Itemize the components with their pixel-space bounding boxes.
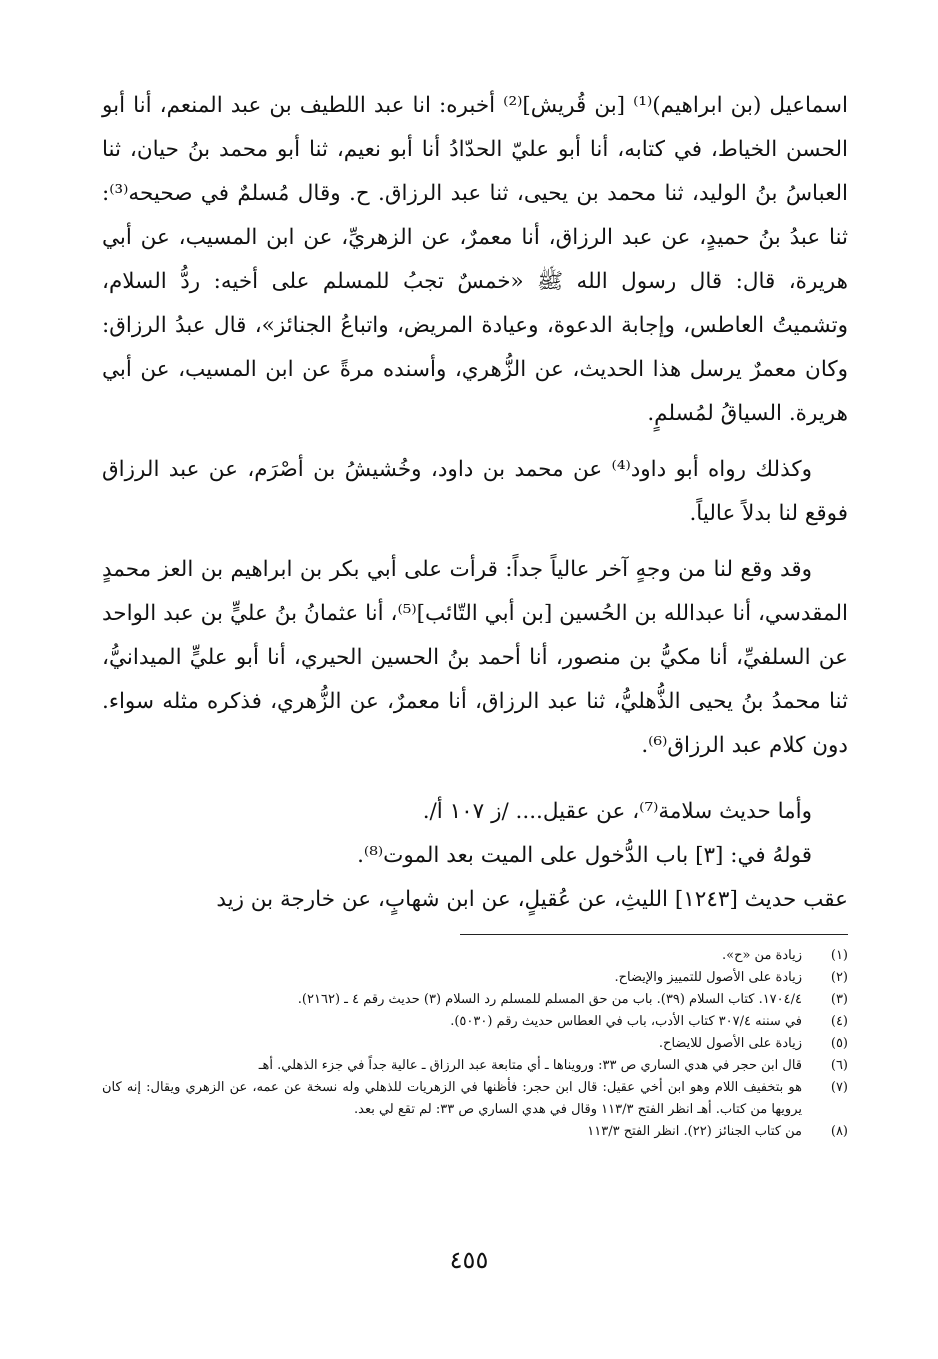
paragraph-chapter-heading: قولهُ في: [٣] باب الدُّخول على الميت بعد الموت⁽⁸⁾. [357, 843, 812, 868]
page [102, 84, 848, 1143]
footnote-item [102, 1077, 848, 1121]
footnote-text: من كتاب الجنائز (٢٢). انظر الفتح ١١٣/٣ [587, 1124, 802, 1139]
page-number: ٤٥٥ [449, 1246, 489, 1274]
footnotes-list [102, 945, 848, 1143]
footnote-text: زيادة على الأصول للتمييز والإيضاح. [614, 970, 802, 985]
footnote-number: (٨) [830, 1124, 848, 1139]
footnote-text: ١٧٠٤/٤. كتاب السلام (٣٩). باب من حق المسلم للمسلم رد السلام (٣) حديث رقم ٤ ـ (٢١٦٢). [297, 992, 802, 1007]
footnote-text: في سننه ٣٠٧/٤ كتاب الأدب، باب في العطاس حديث رقم (٥٠٣٠). [450, 1014, 802, 1029]
footnote-number: (٧) [830, 1080, 848, 1095]
footnote-text: زيادة من «ح». [721, 948, 802, 963]
footnote-item [102, 1011, 848, 1033]
footnote-text: قال ابن حجر في هدي الساري ص ٣٣: ورويناها ـ أي متابعة عبد الرزاق ـ عالية جداً في جزء الذهلي. أهـ [258, 1058, 802, 1073]
paragraph-hadith-1243: عقب حديث [١٢٤٣] الليثِ، عن عُقيلٍ، عن ابن شهابٍ، عن خارجة بن زيد [216, 887, 848, 912]
footnote-item [102, 945, 848, 967]
footnote-item [102, 1033, 848, 1055]
paragraph-salama: وأما حديث سلامة⁽⁷⁾، عن عقيل.... /ز ١٠٧ أ/. [422, 799, 812, 824]
footnote-number: (٣) [830, 992, 848, 1007]
paragraph-isnad: اسماعيل (بن ابراهيم)⁽¹⁾ [بن قُريش]⁽²⁾ أخبره: انا عبد اللطيف بن عبد المنعم، أنا أبو الحسن الخياط، في كتابه، أنا أبو عليّ الحدّادُ أنا أبو نعيم، ثنا أبو محمد بنُ حيان، ثنا العباسُ بنُ الوليد، ثنا محمد بن يحيى، ثنا عبد الرزاق. ح. وقال مُسلمٌ في صحيحه⁽³⁾: ثنا عبدُ بنُ حميدٍ، عن عبد الرزاق، أنا معمرٌ، عن الزهريِّ، عن ابن المسيب، عن أبي هريرة، قال: قال رسول الله ﷺ «خمسٌ تجبُ للمسلم على أخيه: ردُّ السلام، وتشميتُ العاطس، وإجابة الدعوة، وعيادة المريض، واتباعُ الجنائز»، قال عبدُ الرزاق: وكان معمرٌ يرسل هذا الحديث، عن الزُّهري، وأسنده مرةً عن ابن المسيب، عن أبي هريرة. السياقُ لمُسلمٍ. [102, 93, 848, 426]
footnote-separator [460, 934, 848, 935]
footnote-item [102, 989, 848, 1011]
paragraph-another-route: وقد وقع لنا من وجهٍ آخر عالياً جداً: قرأت على أبي بكر بن ابراهيم بن العز محمدٍ المقدسي، أنا عبدالله بن الحُسين [بن أبي التّائب]⁽⁵⁾، أنا عثمانُ بنُ عليٍّ بن عبد الواحد عن السلفيِّ، أنا مكيُّ بن منصور، أنا أحمد بنُ الحسين الحيري، أنا أبو عليٍّ الميدانيُّ، ثنا محمدُ بنُ يحيى الذُّهليُّ، ثنا عبد الرزاق، أنا معمرٌ، عن الزُّهري، فذكره مثله سواء. دون كلام عبد الرزاق⁽⁶⁾. [102, 557, 848, 758]
footnote-number: (٦) [830, 1058, 848, 1073]
footnote-item [102, 1055, 848, 1077]
footnote-number: (١) [830, 948, 848, 963]
footnote-text: هو بتخفيف اللام وهو ابن أخي عقيل: قال ابن حجر: فأظنها في الزهريات للذهلي وله نسخة عن عمه، عن الزهري ويقال: إنه كان يرويها من كتاب. أهـ انظر الفتح ١١٣/٣ وقال في هدي الساري ص ٣٣: لم تقع لي بعد. [102, 1080, 802, 1117]
footnote-number: (٢) [830, 970, 848, 985]
footnote-number: (٥) [830, 1036, 848, 1051]
paragraph-abu-dawud: وكذلك رواه أبو داود⁽⁴⁾ عن محمد بن داود، وخُشيشُ بن أصْرَم، عن عبد الرزاق فوقع لنا بدلاً عالياً. [102, 457, 848, 526]
main-text [102, 84, 848, 922]
footnote-item [102, 967, 848, 989]
footnote-number: (٤) [830, 1014, 848, 1029]
footnote-item [102, 1121, 848, 1143]
footnote-text: زيادة على الأصول للايضاح. [658, 1036, 802, 1051]
